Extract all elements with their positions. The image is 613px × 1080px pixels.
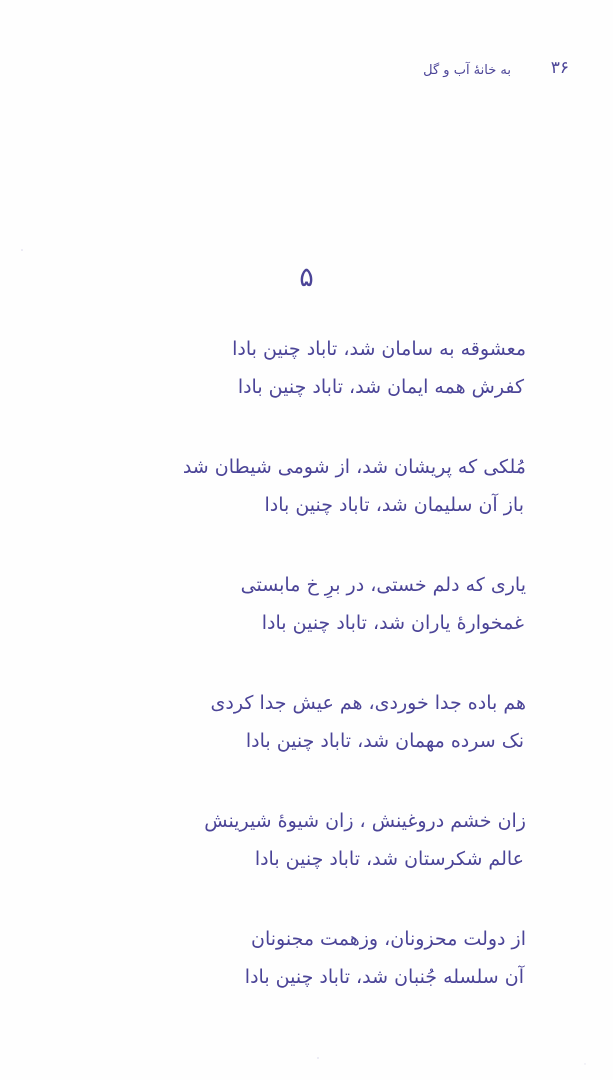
verse-line: هم باده جدا خوردی، هم عیش جدا کردی	[210, 692, 526, 714]
stanza	[110, 563, 530, 681]
stanza	[110, 327, 530, 445]
running-header	[0, 58, 613, 88]
poem-number: ۵	[299, 262, 314, 292]
verse-line: از دولت محزونان، وزهمت مجنونان	[251, 928, 526, 950]
page-number: ۳۶	[550, 58, 569, 78]
stanza	[110, 445, 530, 563]
verse-line: کفرش همه ایمان شد، تاباد چنین بادا	[237, 376, 524, 398]
stanza	[110, 799, 530, 917]
stanza	[110, 917, 530, 1035]
poem	[110, 327, 530, 1035]
verse-line: مُلکی که پریشان شد، از شومی شیطان شد	[182, 456, 526, 478]
verse-line: معشوقه به سامان شد، تاباد چنین بادا	[232, 338, 526, 360]
verse-line: عالم شکرستان شد، تاباد چنین بادا	[254, 848, 524, 870]
book-title: به خانهٔ آب و گل	[423, 63, 511, 78]
verse-line: غمخوارهٔ یاران شد، تاباد چنین بادا	[261, 612, 524, 634]
stanza	[110, 681, 530, 799]
verse-line: باز آن سلیمان شد، تاباد چنین بادا	[264, 494, 524, 516]
verse-line: نک سرده مهمان شد، تاباد چنین بادا	[245, 730, 524, 752]
verse-line: زان خشم دروغینش ، زان شیوهٔ شیرینش	[204, 810, 526, 832]
verse-line: یاری که دلم خستی، در برِ خ مابستی	[240, 574, 526, 596]
verse-line: آن سلسله جُنبان شد، تاباد چنین بادا	[244, 966, 524, 988]
